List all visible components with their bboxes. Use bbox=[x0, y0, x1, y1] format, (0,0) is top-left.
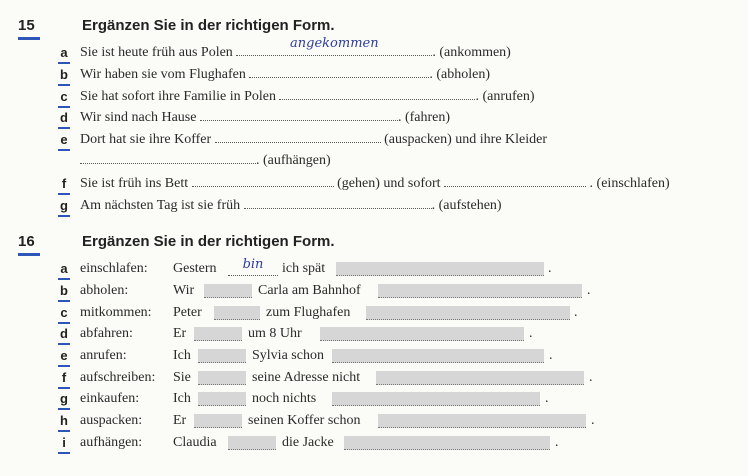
item-subject: Wir bbox=[173, 283, 195, 298]
item-end: . bbox=[549, 348, 553, 363]
ex16-item-a bbox=[58, 259, 748, 279]
answer-gap[interactable] bbox=[198, 371, 246, 385]
item-hint: (gehen) und sofort bbox=[337, 176, 441, 191]
item-letter: h bbox=[58, 411, 70, 431]
answer-blank[interactable] bbox=[200, 108, 398, 121]
item-verb: abholen: bbox=[80, 283, 129, 298]
item-subject: Gestern bbox=[173, 261, 217, 276]
item-verb: aufhängen: bbox=[80, 435, 143, 450]
item-end: . bbox=[555, 435, 559, 450]
item-rest: seinen Koffer schon bbox=[248, 413, 361, 428]
answer-blank[interactable] bbox=[244, 196, 432, 209]
item-end: . bbox=[574, 305, 578, 320]
item-letter: g bbox=[58, 196, 70, 216]
item-subject: Ich bbox=[173, 391, 191, 406]
item-letter: e bbox=[58, 346, 70, 366]
answer-blank[interactable] bbox=[192, 174, 334, 187]
ex15-item-e-line2 bbox=[80, 151, 331, 171]
item-subject: Claudia bbox=[173, 435, 217, 450]
item-end: . bbox=[587, 283, 591, 298]
item-text: Wir haben sie vom Flughafen bbox=[80, 67, 246, 82]
exercise-16-title: Ergänzen Sie in der richtigen Form. bbox=[82, 233, 335, 250]
answer-gap[interactable] bbox=[320, 327, 524, 341]
answer-gap[interactable] bbox=[198, 349, 246, 363]
item-end: . bbox=[529, 326, 533, 341]
item-letter: d bbox=[58, 108, 70, 128]
answer-gap[interactable] bbox=[378, 414, 586, 428]
ex16-item-d bbox=[58, 324, 748, 344]
item-text: Am nächsten Tag ist sie früh bbox=[80, 198, 241, 213]
ex16-item-c bbox=[58, 303, 748, 323]
item-letter: a bbox=[58, 259, 70, 279]
item-letter: g bbox=[58, 389, 70, 409]
item-subject: Ich bbox=[173, 348, 191, 363]
item-text: Sie hat sofort ihre Familie in Polen bbox=[80, 89, 276, 104]
ex16-item-f bbox=[58, 368, 748, 388]
ex16-item-e bbox=[58, 346, 748, 366]
answer-gap[interactable] bbox=[194, 327, 242, 341]
answer-blank[interactable] bbox=[215, 130, 381, 143]
item-verb: anrufen: bbox=[80, 348, 127, 363]
ex16-item-h bbox=[58, 411, 748, 431]
answer-gap[interactable] bbox=[378, 284, 582, 298]
answer-gap[interactable] bbox=[344, 436, 550, 450]
answer-gap[interactable] bbox=[376, 371, 584, 385]
item-verb: einschlafen: bbox=[80, 261, 148, 276]
item-verb: aufschreiben: bbox=[80, 370, 156, 385]
answer-blank[interactable] bbox=[249, 65, 429, 78]
item-letter: e bbox=[58, 130, 70, 150]
item-hint: . (abholen) bbox=[429, 67, 490, 82]
item-hint: . (ankommen) bbox=[432, 45, 511, 60]
item-hint: . (anrufen) bbox=[475, 89, 535, 104]
item-rest: Sylvia schon bbox=[252, 348, 324, 363]
handwritten-answer: bin bbox=[242, 257, 264, 272]
item-letter: c bbox=[58, 303, 70, 323]
item-subject: Er bbox=[173, 326, 187, 341]
answer-gap[interactable] bbox=[198, 392, 246, 406]
answer-gap[interactable] bbox=[228, 436, 276, 450]
item-rest: Carla am Bahnhof bbox=[258, 283, 361, 298]
answer-gap[interactable] bbox=[332, 349, 544, 363]
show-through-text bbox=[520, 0, 748, 250]
answer-blank[interactable] bbox=[80, 151, 256, 164]
item-hint: . (fahren) bbox=[397, 110, 451, 125]
item-subject: Sie bbox=[173, 370, 191, 385]
answer-blank[interactable] bbox=[279, 87, 475, 100]
answer-gap[interactable] bbox=[332, 392, 540, 406]
item-letter: f bbox=[58, 368, 70, 388]
item-letter: d bbox=[58, 324, 70, 344]
answer-gap[interactable] bbox=[366, 306, 570, 320]
item-end: . bbox=[548, 261, 552, 276]
item-rest: noch nichts bbox=[252, 391, 317, 406]
item-letter: c bbox=[58, 87, 70, 107]
item-text: Sie ist heute früh aus Polen bbox=[80, 45, 233, 60]
item-end: . bbox=[591, 413, 595, 428]
item-subject: Er bbox=[173, 413, 187, 428]
item-letter: a bbox=[58, 43, 70, 63]
item-rest: zum Flughafen bbox=[266, 305, 351, 320]
item-verb: auspacken: bbox=[80, 413, 143, 428]
ex16-item-i bbox=[58, 433, 748, 453]
item-verb: einkaufen: bbox=[80, 391, 140, 406]
ex16-item-g bbox=[58, 389, 748, 409]
handwritten-answer: angekommen bbox=[290, 36, 379, 51]
item-rest: die Jacke bbox=[282, 435, 334, 450]
item-verb: mitkommen: bbox=[80, 305, 152, 320]
answer-blank[interactable] bbox=[236, 36, 432, 56]
item-rest: seine Adresse nicht bbox=[252, 370, 361, 385]
answer-gap[interactable] bbox=[204, 284, 252, 298]
item-rest: um 8 Uhr bbox=[248, 326, 302, 341]
answer-gap[interactable] bbox=[214, 306, 260, 320]
answer-blank[interactable] bbox=[444, 174, 586, 187]
item-end: . bbox=[589, 370, 593, 385]
item-letter: b bbox=[58, 65, 70, 85]
exercise-16-number: 16 bbox=[18, 233, 40, 250]
item-hint: . (aufhängen) bbox=[256, 153, 331, 168]
answer-blank[interactable] bbox=[228, 257, 278, 276]
exercise-15-title: Ergänzen Sie in der richtigen Form. bbox=[82, 17, 335, 34]
ex16-item-b bbox=[58, 281, 748, 301]
item-text: Sie ist früh ins Bett bbox=[80, 176, 189, 191]
answer-gap[interactable] bbox=[336, 262, 544, 276]
item-text: Wir sind nach Hause bbox=[80, 110, 197, 125]
item-text: Dort hat sie ihre Koffer bbox=[80, 132, 212, 147]
item-letter: i bbox=[58, 433, 70, 453]
exercise-15-number: 15 bbox=[18, 17, 40, 34]
item-letter: b bbox=[58, 281, 70, 301]
item-end: . bbox=[545, 391, 549, 406]
item-rest: ich spät bbox=[282, 261, 326, 276]
item-hint: (auspacken) und ihre Kleider bbox=[384, 132, 548, 147]
item-hint: . (aufstehen) bbox=[431, 198, 502, 213]
item-verb: abfahren: bbox=[80, 326, 133, 341]
item-hint: . (einschlafen) bbox=[589, 176, 670, 191]
answer-gap[interactable] bbox=[194, 414, 242, 428]
item-subject: Peter bbox=[173, 305, 202, 320]
item-letter: f bbox=[58, 174, 70, 194]
